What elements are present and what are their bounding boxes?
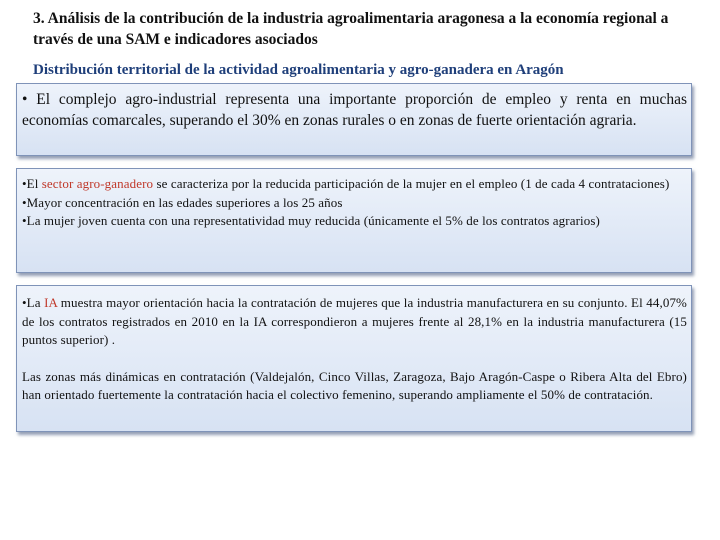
- agro-sector-box: [16, 168, 692, 273]
- agro-sector-bullet-1: [22, 175, 687, 194]
- bullet-1-suffix: se caracteriza por la reducida participación de la mujer en el empleo (1 de cada 4 contrataciones): [153, 176, 670, 191]
- summary-box: [16, 83, 692, 156]
- slide-subtitle: Distribución territorial de la actividad agroalimentaria y agro-ganadera en Aragón: [33, 62, 564, 78]
- ia-paragraph-2: Las zonas más dinámicas en contratación (Valdejalón, Cinco Villas, Zaragoza, Bajo Aragón-Caspe o Ribera Alta del Ebro) han orientado fuertemente la contratación hacia el colectivo femenino, superando ampliamente el 50% de contratación.: [22, 368, 687, 402]
- bullet-1-prefix: •El: [22, 176, 42, 191]
- agro-sector-bullet-2: •Mayor concentración en las edades superiores a los 25 años: [22, 194, 343, 210]
- ia-highlight: IA: [44, 295, 58, 310]
- summary-text: • El complejo agro-industrial representa una importante proporción de empleo y renta en muchas economías comarcales, superando el 30% en zonas rurales o en zonas de fuerte orientación agraria.: [22, 91, 687, 129]
- ia-box: [16, 285, 692, 432]
- agro-sector-bullet-3: •La mujer joven cuenta con una representatividad muy reducida (únicamente el 5% de los contratos agrarios): [22, 213, 600, 228]
- ia-paragraph-1-suffix: muestra mayor orientación hacia la contratación de mujeres que la industria manufacturera en su conjunto. El 44,07% de los contratos registrados en 2010 en la IA correspondieron a mujeres frente al 28,1% en la industria manufacturera (15 puntos superior) .: [22, 295, 687, 347]
- ia-paragraph-1-prefix: •La: [22, 295, 45, 310]
- slide-title: 3. Análisis de la contribución de la industria agroalimentaria aragonesa a la economía regional a través de una SAM e indicadores asociados: [33, 10, 669, 48]
- ia-paragraph-1: [22, 294, 687, 350]
- paragraph-gap: [22, 350, 687, 368]
- agro-sector-highlight: sector agro-ganadero: [41, 176, 154, 191]
